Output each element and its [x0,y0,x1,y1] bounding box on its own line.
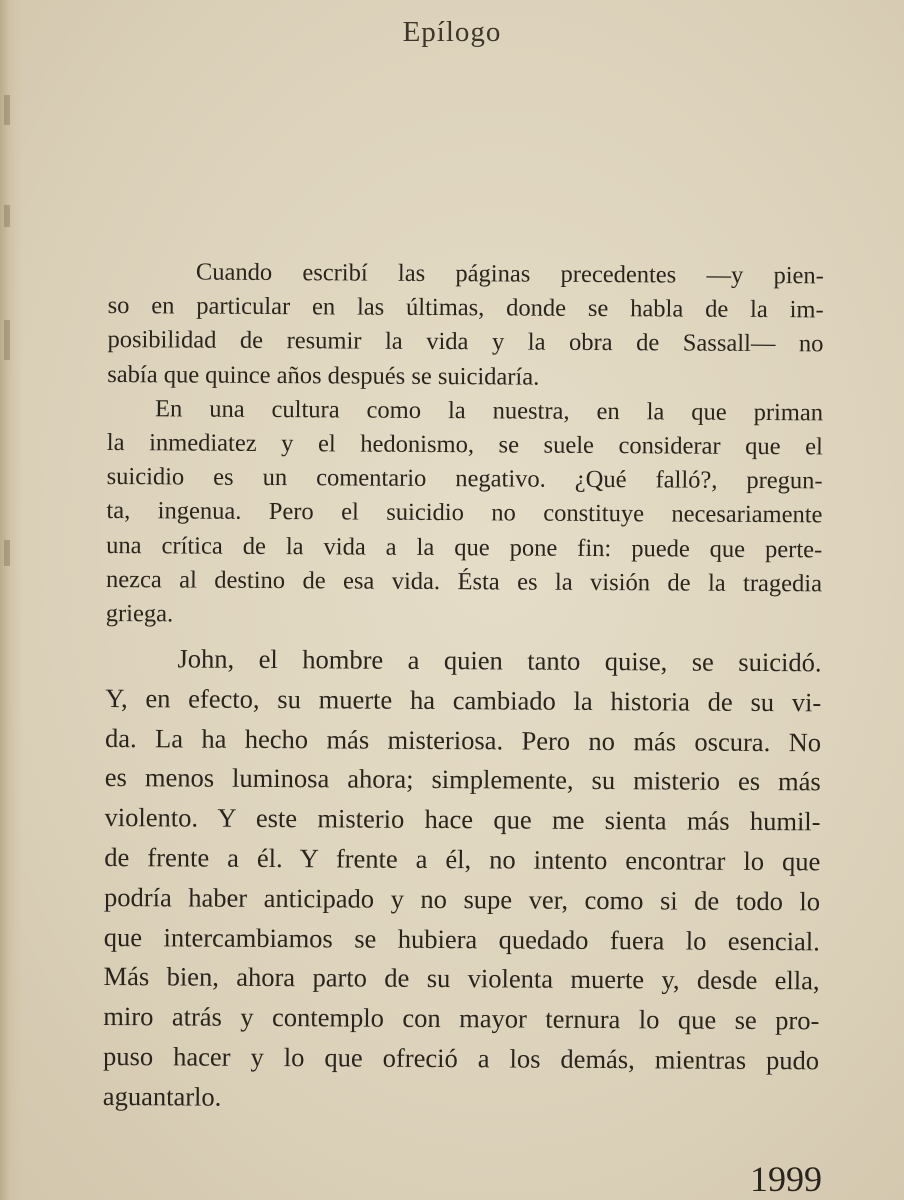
text-line: de frente a él. Y frente a él, no intento encontrar lo que [104,842,821,877]
text-line: nezca al destino de esa vida. Ésta es la visión de la tragedia [105,565,823,598]
text-line: una crítica de la vida a la que pone fin: puede que perte- [106,531,823,563]
paragraph-2 [106,392,823,636]
text-line: la inmediatez y el hedonismo, se suele considerar que el [106,428,823,461]
text-line: violento. Y este misterio hace que me sienta más humil- [104,802,821,837]
text-line: so en particular en las últimas, donde se habla de la im- [107,292,824,324]
text-line: miro atrás y contemplo con mayor ternura lo que se pro- [103,1001,820,1036]
text-line: es menos luminosa ahora; simplemente, su misterio es más [104,762,821,797]
running-head-title: Epílogo [402,16,502,48]
text-line: puso hacer y lo que ofreció a los demás, mientras pudo [103,1041,820,1076]
text-line: Cuando escribí las páginas precedentes —y pien- [195,258,824,290]
page-edge-mark [4,540,10,566]
text-line: posibilidad de resumir la vida y la obra de Sassall— no [107,326,824,358]
text-line: que intercambiamos se hubiera quedado fuera lo esencial. [103,921,820,957]
text-line: griega. [105,599,174,628]
text-line: podría haber anticipado y no supe ver, como si de todo lo [103,881,821,917]
paragraph-3 [103,639,822,1121]
text-line: Y, en efecto, su muerte ha cambiado la historia de su vi- [105,682,822,718]
text-line: da. La ha hecho más misteriosa. Pero no más oscura. No [104,722,822,758]
body-text [103,255,824,1121]
text-line: En una cultura como la nuestra, en la que priman [154,395,824,427]
text-line: Más bien, ahora parto de su violenta muerte y, desde ella, [103,961,820,996]
text-line: suicidio es un comentario negativo. ¿Qué falló?, pregun- [106,463,823,495]
text-line: sabía que quince años después se suicidaría. [107,360,540,391]
text-line: John, el hombre a quien tanto quise, se suicidó. [177,643,822,678]
page-edge [0,0,22,1200]
page-edge-mark [4,320,10,360]
paragraph-1 [107,255,824,396]
page-edge-mark [4,95,10,125]
text-line: ta, ingenua. Pero el suicidio no constituye necesariamente [106,497,823,529]
page-edge-mark [4,205,10,227]
text-line: aguantarlo. [102,1080,222,1112]
closing-year: 1999 [750,1159,822,1199]
